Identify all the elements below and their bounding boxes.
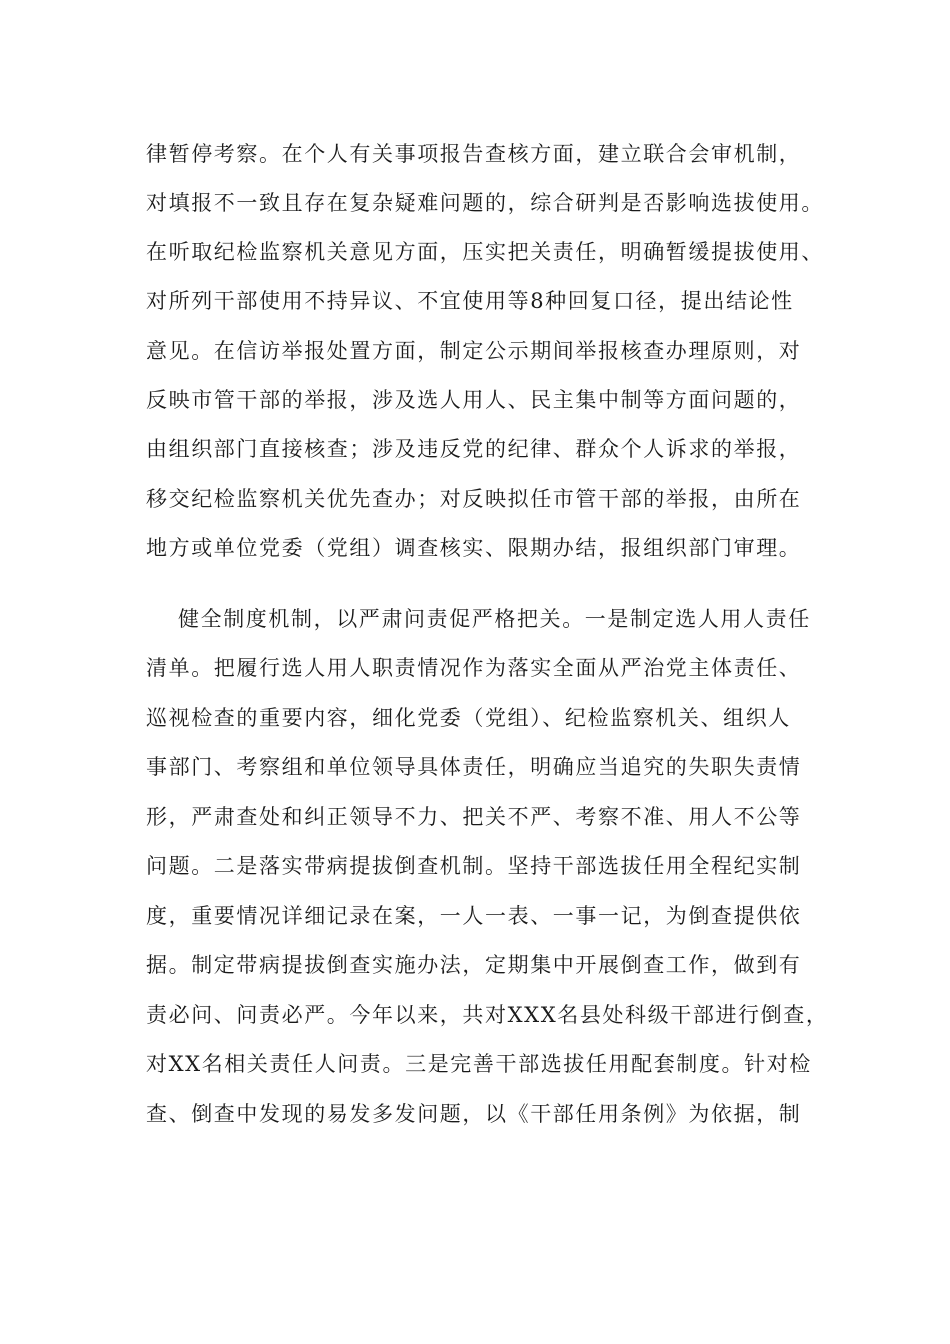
text-line: 律暂停考察。在个人有关事项报告查核方面，建立联合会审机制， xyxy=(146,142,802,166)
text-line: 反映市管干部的举报，涉及选人用人、民主集中制等方面问题的， xyxy=(146,388,802,412)
text-line: 清单。把履行选人用人职责情况作为落实全面从严治党主体责任、 xyxy=(146,656,802,680)
text-line: 健全制度机制，以严肃问责促严格把关。一是制定选人用人责任 xyxy=(178,607,811,631)
text-line: 责必问、问责必严。今年以来，共对XXX名县处科级干部进行倒查， xyxy=(146,1003,829,1027)
text-line: 形，严肃查处和纠正领导不力、把关不严、考察不准、用人不公等 xyxy=(146,805,802,829)
text-line: 在听取纪检监察机关意见方面，压实把关责任，明确暂缓提拔使用、 xyxy=(146,240,824,264)
text-line: 问题。二是落实带病提拔倒查机制。坚持干部选拔任用全程纪实制 xyxy=(146,854,802,878)
text-line: 事部门、考察组和单位领导具体责任，明确应当追究的失职失责情 xyxy=(146,755,802,779)
text-line: 意见。在信访举报处置方面，制定公示期间举报核查办理原则，对 xyxy=(146,339,802,363)
text-line: 对XX名相关责任人问责。三是完善干部选拔任用配套制度。针对检 xyxy=(146,1052,812,1076)
text-line: 由组织部门直接核查；涉及违反党的纪律、群众个人诉求的举报， xyxy=(146,437,802,461)
text-line: 对填报不一致且存在复杂疑难问题的，综合研判是否影响选拔使用。 xyxy=(146,191,824,215)
text-line: 查、倒查中发现的易发多发问题，以《干部任用条例》为依据，制 xyxy=(146,1102,802,1126)
text-line: 度，重要情况详细记录在案，一人一表、一事一记，为倒查提供依 xyxy=(146,904,802,928)
text-line: 巡视检查的重要内容，细化党委（党组）、纪检监察机关、组织人 xyxy=(146,706,791,730)
text-line: 据。制定带病提拔倒查实施办法，定期集中开展倒查工作，做到有 xyxy=(146,953,802,977)
text-line: 地方或单位党委（党组）调查核实、限期办结，报组织部门审理。 xyxy=(146,536,802,560)
text-line: 对所列干部使用不持异议、不宜使用等8种回复口径，提出结论性 xyxy=(146,289,794,313)
text-line: 移交纪检监察机关优先查办；对反映拟任市管干部的举报，由所在 xyxy=(146,487,802,511)
